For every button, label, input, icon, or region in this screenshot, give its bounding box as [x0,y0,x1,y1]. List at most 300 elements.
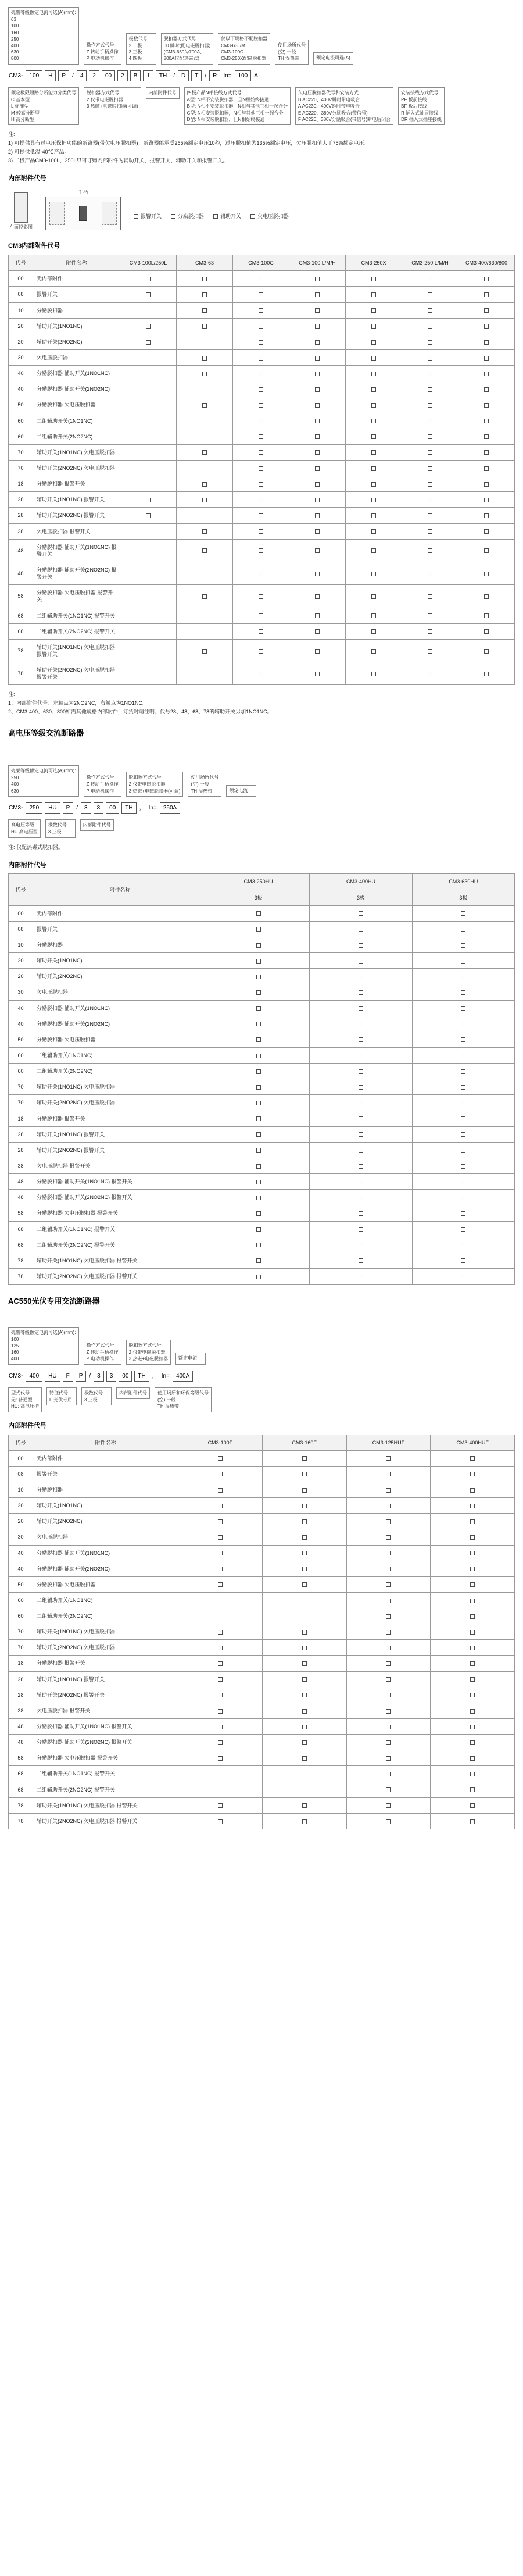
accessory-name-cell: 辅助开关(2NO2NC) [33,1514,178,1529]
accessory-code-cell: 20 [9,318,33,334]
accessory-code-cell: 28 [9,508,33,523]
availability-cell [431,1640,515,1656]
availability-mark-icon [461,1054,465,1058]
accessory-code-cell: 38 [9,523,33,539]
availability-mark-icon [256,1085,261,1090]
availability-mark-icon [256,1069,261,1074]
availability-cell [207,1016,310,1032]
availability-cell [458,334,515,349]
availability-cell [310,1205,412,1221]
model-column-header: CM3-250 L/M/H [402,255,458,271]
code-box-line: P 电动机操作 [86,1356,114,1362]
accessory-name-cell: 辅助开关(1NO1NC) 欠电压脱扣器 [33,444,120,460]
code-box [161,33,213,65]
code-box-line: 3 三极 [48,829,62,835]
availability-mark-icon [461,1258,465,1263]
code-box-line: H 高分断型 [11,116,34,122]
pv-code-boxes-bottom [8,1387,515,1412]
availability-cell [402,608,458,623]
availability-mark-icon [484,419,489,423]
table-row [9,1158,515,1173]
accessory-name-cell: 分励脱扣器 辅助开关(2NO2NC) 报警开关 [33,1190,207,1205]
availability-cell [412,1032,514,1047]
availability-cell [262,1640,346,1656]
availability-cell [412,1064,514,1079]
code-box [81,1387,112,1405]
accessory-name-cell: 二组辅助开关(2NO2NC) [33,1064,207,1079]
model-code-segment: In= [223,72,232,79]
hv-section-title: 高电压等级交流断路器 [8,729,84,738]
table-row [9,523,515,539]
availability-cell [402,429,458,444]
table-row [9,381,515,397]
code-box-title: 额定电流 [178,1355,197,1361]
table-row [9,461,515,476]
availability-cell [120,539,177,562]
availability-mark-icon [259,356,263,361]
availability-mark-icon [386,1535,391,1540]
availability-mark-icon [359,1054,363,1058]
availability-cell [402,539,458,562]
code-box-title: 额定极限短路分断能力分类代号 [11,90,76,95]
availability-cell [412,1126,514,1142]
availability-cell [289,492,346,508]
code-box-line: 800A仅配热磁式) [163,56,200,62]
code-box-title: 脱扣器方式代号 [163,35,196,41]
availability-mark-icon [386,1567,391,1571]
accessory-mark-icon [171,214,175,219]
availability-mark-icon [202,372,207,376]
accessory-name-cell: 辅助开关(1NO1NC) [33,1498,178,1514]
availability-mark-icon [259,277,263,281]
code-column-header: 代号 [9,255,33,271]
model-code-segment: 3 [81,802,91,814]
availability-mark-icon [359,943,363,948]
accessory-code-cell: 70 [9,444,33,460]
availability-cell [412,1047,514,1063]
availability-cell [233,444,289,460]
notes-label: 注: [8,131,15,137]
availability-mark-icon [218,1456,223,1461]
accessory-mark-icon [250,214,255,219]
availability-cell [310,937,412,952]
availability-mark-icon [461,943,465,948]
accessory-code-cell: 78 [9,1813,33,1829]
availability-mark-icon [315,372,320,376]
availability-mark-icon [371,450,376,455]
availability-mark-icon [484,292,489,297]
availability-mark-icon [202,498,207,502]
model-code-segment: In= [148,804,157,811]
availability-cell [310,1032,412,1047]
code-box-line: (空) 一般 [278,49,296,55]
availability-mark-icon [428,387,432,392]
note-line: 3) 二极产品CM3-100L、250L只可订购内部附件为辅助开关、报警开关、辅助开关和报警开关。 [8,157,228,163]
availability-mark-icon [259,450,263,455]
accessory-code-cell: 68 [9,623,33,639]
availability-mark-icon [428,403,432,408]
pole-subheader: 3极 [207,890,310,905]
accessory-code-cell: 08 [9,921,33,937]
availability-cell [289,585,346,608]
availability-cell [289,413,346,429]
availability-mark-icon [315,672,320,676]
availability-mark-icon [259,572,263,576]
table-row [9,562,515,584]
availability-mark-icon [259,403,263,408]
table-row [9,1047,515,1063]
name-column-header: 附件名称 [33,1435,178,1450]
code-box [188,772,221,797]
availability-mark-icon [428,594,432,599]
availability-cell [207,1142,310,1158]
code-box-line: 00 瞬时(配电磁脱扣器) [163,42,211,48]
availability-cell [346,1482,431,1497]
model-code-segment: P [63,802,74,814]
availability-cell [402,461,458,476]
model-code-segment: T [191,70,202,82]
availability-cell [402,585,458,608]
availability-cell [120,334,177,349]
availability-mark-icon [484,403,489,408]
availability-cell [346,461,402,476]
code-box-line: F 光伏专用 [49,1397,73,1403]
availability-mark-icon [256,959,261,964]
table-row [9,1111,515,1126]
code-box-line: 2 仅带电磁脱扣器 [128,782,166,787]
code-box-line: 100 [11,23,19,29]
availability-cell [431,1750,515,1766]
availability-cell [289,608,346,623]
availability-cell [289,302,346,318]
availability-mark-icon [256,1037,261,1042]
availability-cell [289,461,346,476]
availability-mark-icon [371,498,376,502]
availability-mark-icon [359,927,363,932]
availability-mark-icon [484,324,489,329]
availability-mark-icon [371,372,376,376]
availability-cell [346,1797,431,1813]
availability-mark-icon [386,1772,391,1776]
code-box-title: 壳架等级额定电流可选(A)(mm): [11,10,76,15]
table-row [9,1095,515,1111]
code-box [8,819,41,837]
accessory-name-cell: 辅助开关(2NO2NC) [33,969,207,984]
accessory-name-cell: 欠电压脱扣器 [33,350,120,366]
accessory-name-cell: 二组辅助开关(2NO2NC) 报警开关 [33,1782,178,1797]
availability-cell [233,287,289,302]
availability-mark-icon [461,975,465,979]
accessory-code-heading: 内部附件代号 [8,174,46,182]
availability-cell [262,1466,346,1482]
availability-mark-icon [259,513,263,518]
code-box-title: 额定电流 [229,787,248,793]
model-column-header: CM3-630HU [412,874,514,890]
availability-mark-icon [315,403,320,408]
availability-cell [412,1190,514,1205]
availability-mark-icon [259,292,263,297]
availability-mark-icon [315,513,320,518]
availability-mark-icon [315,572,320,576]
code-box-title: 极数代号 [84,1390,103,1396]
availability-mark-icon [371,649,376,654]
code-box-title: 壳架等级额定电流可选(A)(mm): [11,1329,76,1335]
accessory-name-cell: 辅助开关(2NO2NC) 欠电压脱扣器 [33,1640,178,1656]
accessory-name-cell: 分励脱扣器 报警开关 [33,1656,178,1671]
accessory-code-cell: 18 [9,1111,33,1126]
availability-mark-icon [461,1069,465,1074]
code-box-line: 2 仅带电磁脱扣器 [128,1350,166,1355]
availability-mark-icon [428,450,432,455]
accessory-table-head [9,874,515,905]
availability-cell [431,1482,515,1497]
availability-cell [346,287,402,302]
availability-mark-icon [202,356,207,361]
code-box-line: Z 转动手柄操作 [86,1350,119,1355]
availability-cell [458,523,515,539]
availability-mark-icon [470,1488,475,1493]
availability-mark-icon [259,629,263,634]
availability-mark-icon [359,1211,363,1216]
model-code-segment: 3 [94,802,104,814]
availability-mark-icon [428,649,432,654]
accessory-name-cell: 分励脱扣器 辅助开关(2NO2NC) [33,381,120,397]
accessory-code-cell: 28 [9,1671,33,1687]
availability-mark-icon [484,572,489,576]
availability-mark-icon [302,1535,307,1540]
table-row [9,476,515,492]
availability-cell [346,334,402,349]
availability-cell [431,1561,515,1576]
availability-mark-icon [218,1819,223,1824]
model-code-segment: / [76,804,78,811]
availability-cell [289,350,346,366]
code-box-title: 内部附件代号 [148,90,177,95]
availability-cell [431,1624,515,1640]
availability-cell [177,585,233,608]
model-code-segment: / [205,72,207,79]
code-box-title: 高电压等级 [11,822,34,828]
availability-mark-icon [359,1116,363,1121]
availability-cell [346,608,402,623]
code-box-line: 630 [11,788,19,794]
table-row [9,921,515,937]
accessory-name-cell: 欠电压脱扣器 报警开关 [33,523,120,539]
accessory-code-cell: 40 [9,1561,33,1576]
table-row [9,1514,515,1529]
table-row [9,639,515,662]
availability-cell [262,1482,346,1497]
availability-cell [207,1000,310,1016]
availability-mark-icon [470,1472,475,1476]
accessory-name-cell: 无内部附件 [33,905,207,921]
model-code-segment: A [254,72,258,79]
table-row [9,1608,515,1624]
accessory-code-cell: 48 [9,562,33,584]
availability-cell [262,1687,346,1703]
code-box-title: 脱扣器方式代号 [128,775,162,780]
accessory-code-cell: 40 [9,1000,33,1016]
availability-cell [178,1656,263,1671]
availability-cell [262,1782,346,1797]
code-box-line: 250 [11,775,19,781]
table-row [9,271,515,287]
accessory-name-cell: 分励脱扣器 欠电压脱扣器 [33,397,120,413]
availability-mark-icon [428,466,432,471]
availability-cell [207,953,310,969]
model-code-segment: CM3- [9,804,23,811]
availability-cell [346,429,402,444]
accessory-name-cell: 辅助开关(2NO2NC) 欠电压脱扣器 报警开关 [33,662,120,685]
availability-cell [402,287,458,302]
availability-mark-icon [302,1567,307,1571]
alarm-switch-compartment [49,202,65,225]
availability-cell [207,937,310,952]
availability-mark-icon [202,324,207,329]
availability-cell [233,366,289,381]
hv-code-boxes-bottom [8,819,515,837]
availability-cell [178,1608,263,1624]
availability-cell [346,1624,431,1640]
availability-cell [178,1766,263,1782]
availability-mark-icon [256,943,261,948]
availability-mark-icon [484,277,489,281]
availability-cell [178,1735,263,1750]
code-box [146,87,180,99]
accessory-code-cell: 60 [9,1592,33,1608]
accessory-name-cell: 二组辅助开关(1NO1NC) [33,1047,207,1063]
availability-cell [310,905,412,921]
legend-label: 报警开关 [141,213,162,220]
model-code-segment: D [178,70,189,82]
hv-accessory-table-container [8,873,515,1285]
code-box-line: 400 [11,42,19,48]
availability-mark-icon [386,1740,391,1745]
availability-cell [178,1797,263,1813]
availability-mark-icon [202,482,207,487]
availability-mark-icon [202,450,207,455]
table-row [9,350,515,366]
accessory-name-cell: 辅助开关(2NO2NC) 报警开关 [33,1142,207,1158]
availability-cell [233,523,289,539]
code-box-title: 脱扣器方式代号 [128,1343,162,1348]
availability-cell [402,492,458,508]
accessory-code-cell: 78 [9,662,33,685]
model-code-segment: R [209,70,220,82]
availability-mark-icon [359,959,363,964]
accessory-code-cell: 28 [9,492,33,508]
availability-cell [177,662,233,685]
availability-mark-icon [146,498,151,502]
accessory-name-cell: 辅助开关(1NO1NC) 欠电压脱扣器 报警开关 [33,1797,178,1813]
availability-mark-icon [218,1677,223,1682]
availability-cell [120,492,177,508]
availability-mark-icon [315,594,320,599]
code-box [84,1340,121,1365]
availability-cell [207,1095,310,1111]
code-box-line: HU 高电压型 [11,829,38,835]
availability-cell [346,662,402,685]
availability-cell [346,1750,431,1766]
model-code-segment: In= [161,1372,170,1379]
availability-mark-icon [470,1693,475,1697]
availability-cell [233,608,289,623]
availability-mark-icon [386,1803,391,1808]
code-box-title: 使用场所和环保等级代号 [157,1390,209,1396]
accessory-code-cell: 20 [9,969,33,984]
availability-mark-icon [302,1677,307,1682]
model-column-header: CM3-125HUF [346,1435,431,1450]
accessory-code-cell: 10 [9,302,33,318]
accessory-name-cell: 欠电压脱扣器 报警开关 [33,1158,207,1173]
availability-mark-icon [359,1085,363,1090]
availability-cell [402,623,458,639]
availability-cell [346,1608,431,1624]
availability-mark-icon [461,1211,465,1216]
availability-cell [178,1687,263,1703]
availability-cell [233,302,289,318]
availability-cell [207,969,310,984]
code-box-line: TH 湿热带 [278,56,299,62]
table-row [9,1545,515,1561]
code-box [313,52,353,64]
availability-mark-icon [315,419,320,423]
availability-cell [177,476,233,492]
accessory-name-cell: 报警开关 [33,287,120,302]
availability-mark-icon [470,1772,475,1776]
table-row [9,1205,515,1221]
code-column-header: 代号 [9,1435,33,1450]
availability-mark-icon [315,324,320,329]
table-row [9,1174,515,1190]
availability-mark-icon [386,1725,391,1729]
availability-mark-icon [315,277,320,281]
accessory-name-cell: 辅助开关(2NO2NC) 欠电压脱扣器 [33,461,120,476]
availability-mark-icon [256,1211,261,1216]
availability-cell [233,639,289,662]
accessory-name-cell: 欠电压脱扣器 [33,984,207,1000]
availability-mark-icon [484,466,489,471]
code-box-line: 3 热磁+电磁脱扣器 [128,1356,168,1362]
availability-cell [458,639,515,662]
availability-cell [412,1111,514,1126]
availability-cell [233,413,289,429]
code-box-line: DR 插入式插座接线 [401,116,442,122]
accessory-name-cell: 分励脱扣器 辅助开关(1NO1NC) [33,366,120,381]
accessory-code-cell: 08 [9,287,33,302]
code-box-title: 四极产品N相接线方式代号 [187,90,242,95]
code-box-line: BF 板后接线 [401,104,427,109]
availability-cell [177,539,233,562]
availability-cell [120,476,177,492]
availability-mark-icon [470,1630,475,1635]
availability-cell [233,429,289,444]
availability-cell [402,444,458,460]
table-row [9,1703,515,1718]
availability-mark-icon [470,1661,475,1666]
availability-mark-icon [256,1275,261,1279]
table-row [9,1813,515,1829]
availability-mark-icon [428,434,432,439]
model-code-segment: ， [152,1372,158,1379]
code-box-line: P 电动机操作 [86,56,114,62]
code-box-title: 内部附件代号 [83,822,111,828]
model-column-header: CM3-400/630/800 [458,255,515,271]
availability-mark-icon [259,649,263,654]
table-row [9,905,515,921]
availability-cell [346,1592,431,1608]
accessory-code-cell: 78 [9,1253,33,1268]
